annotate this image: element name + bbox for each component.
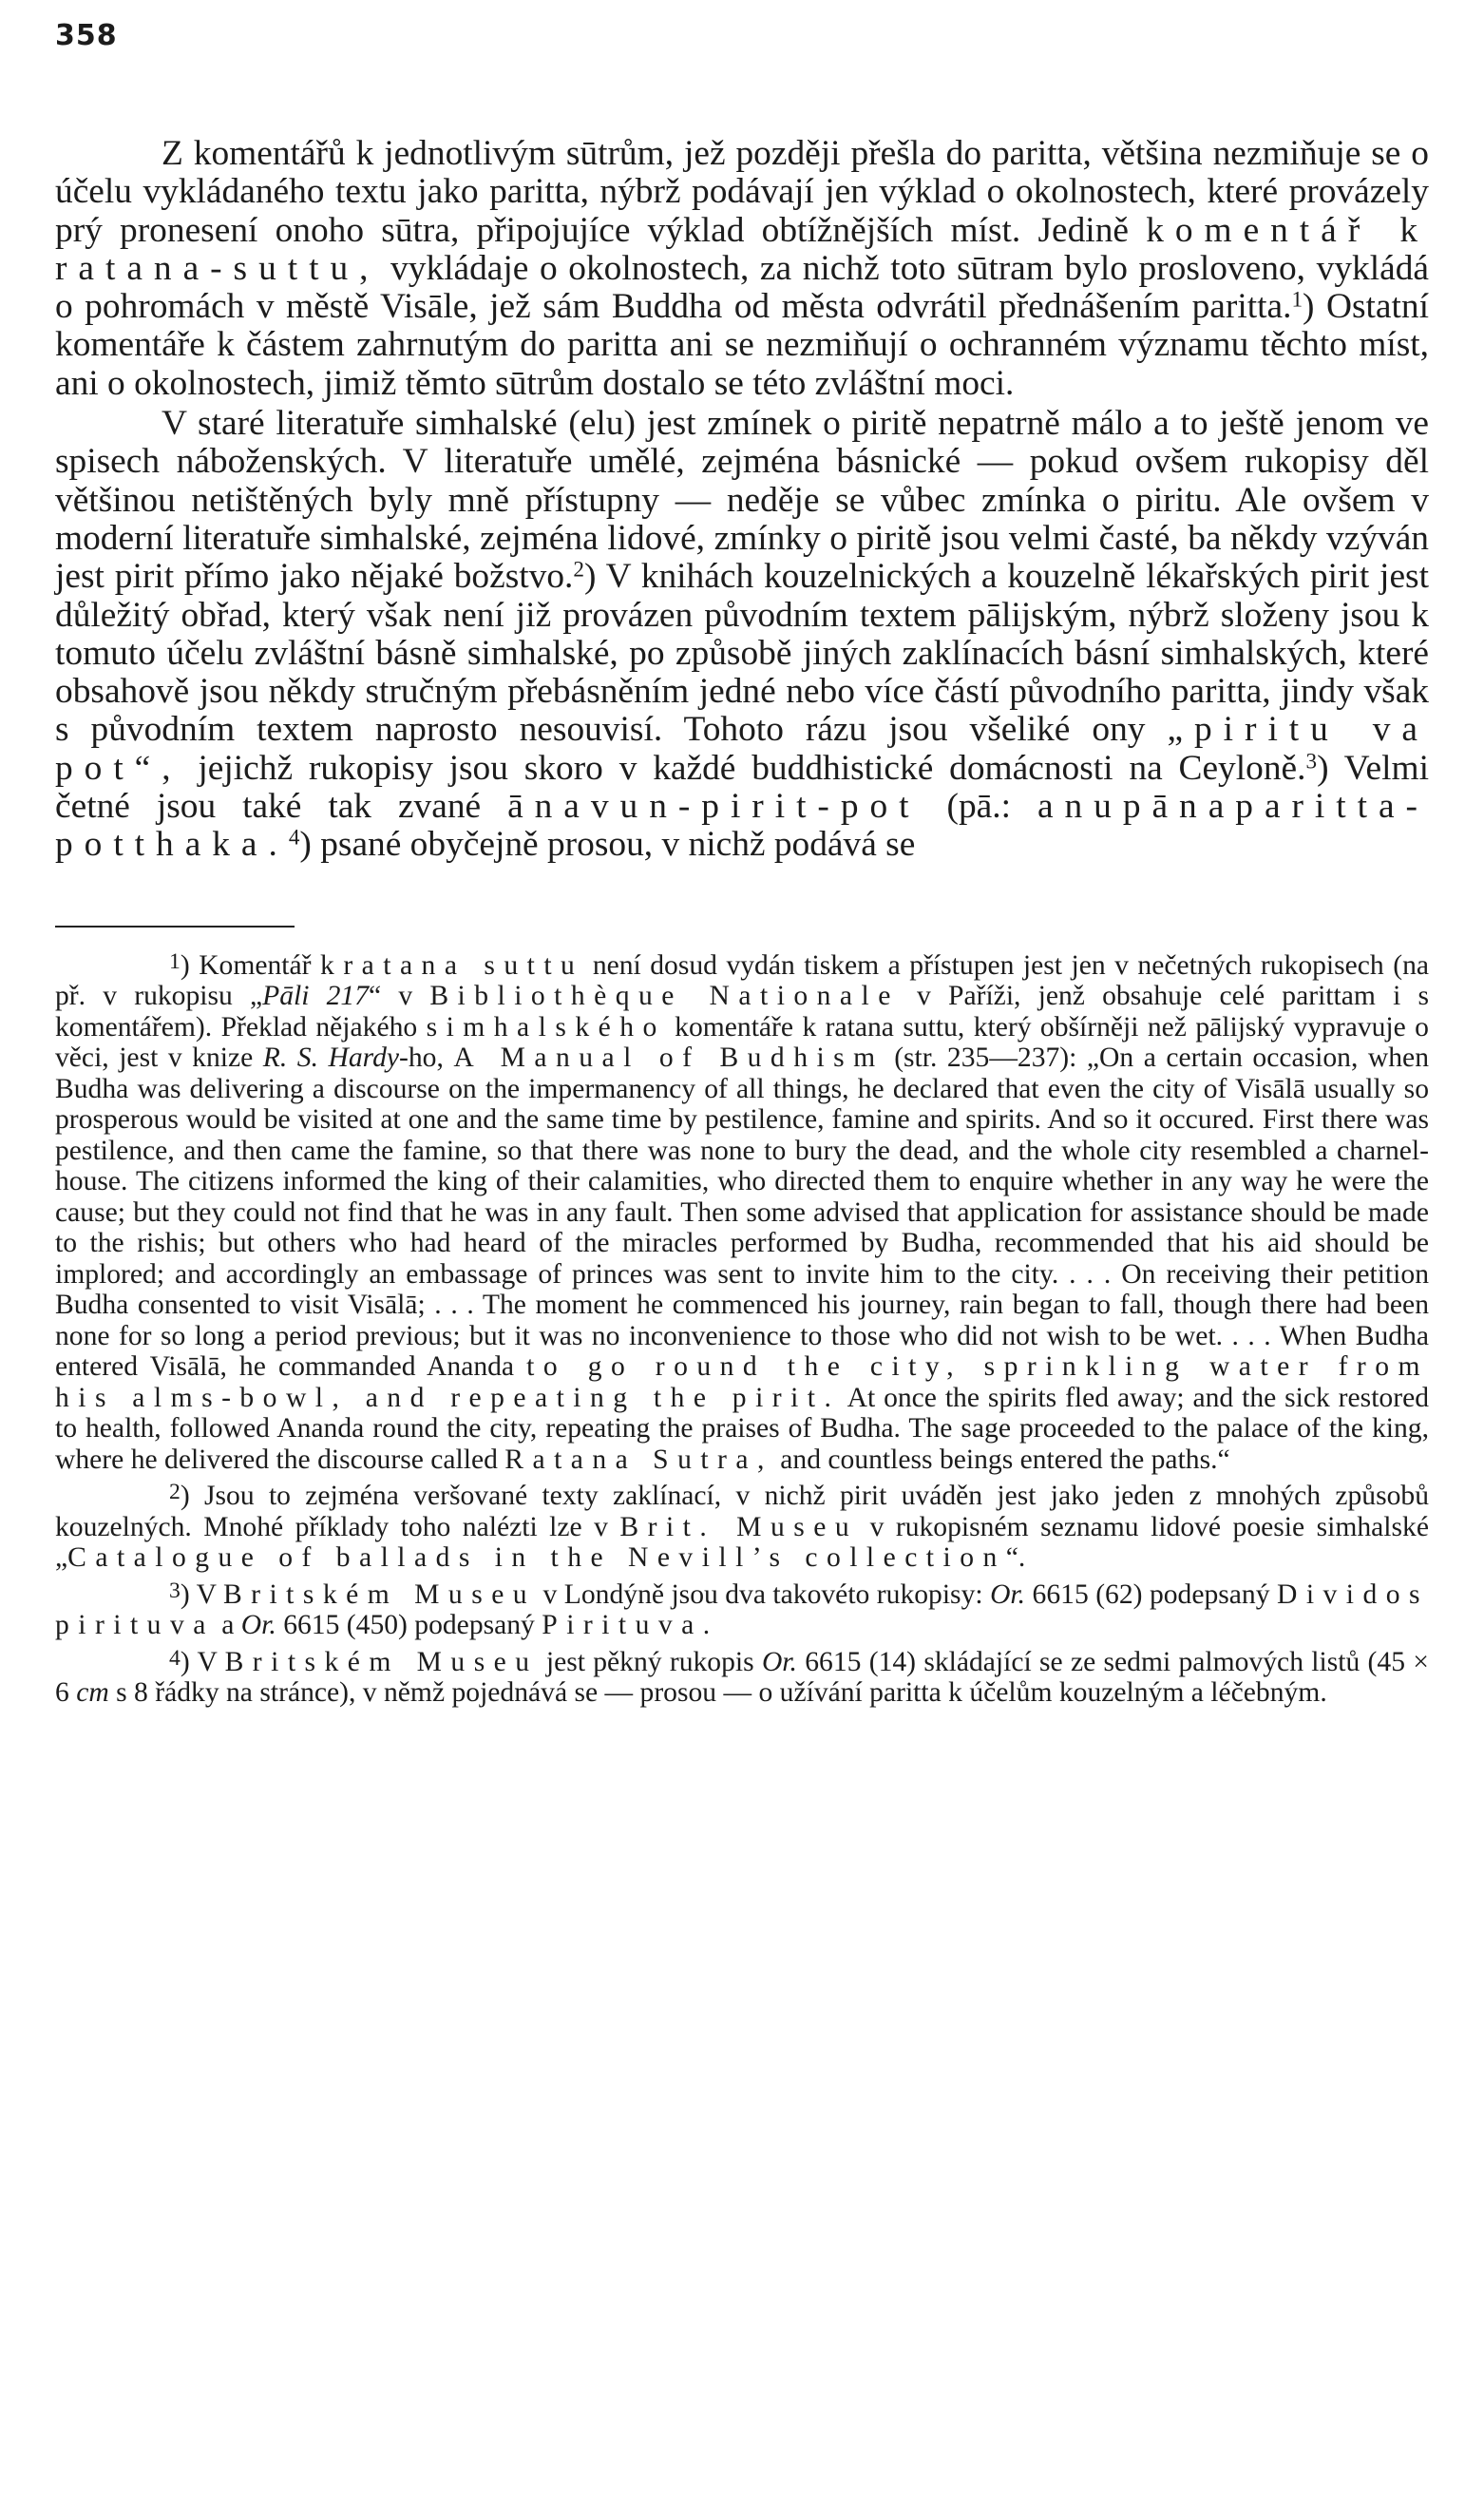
- text-span: “ v: [369, 981, 413, 1012]
- footnote-number: 1: [169, 948, 181, 974]
- text-span: V staré literatuře simhalské (elu) jest zmínek o piritě nepatrně málo a to ještě jenom ve spisech náboženských. V literatuře umělé, zejména básnické — pokud ovšem rukopisy děl většinou netištěných byly mně přístupny — neděje se vůbec zmínka o piritu. Ale ovšem v moderní literatuře simhalské, zejména lidové, zmínky o piritě jsou velmi časté, ba někdy vzýván jest pirit přímo jako nějaké božstvo.: [55, 404, 1429, 597]
- footnote-ref: 1: [1291, 287, 1303, 313]
- page-number: 358: [55, 19, 118, 52]
- spaced-term: simhalského: [426, 1011, 666, 1043]
- spaced-term: „piritu va pot“,: [55, 710, 1430, 788]
- text-span: vykládaje o okolnostech, za nichž toto sūtram bylo prosloveno, vykládá o pohromách v městě Visāle, jež sám Buddha od města odvrátil přednášením paritta.: [55, 248, 1429, 327]
- spaced-term: Bibliothèque Nationale: [429, 981, 900, 1012]
- spaced-term: komentář k ratana-suttu,: [55, 210, 1429, 288]
- book-title: A Manual of Budhism: [453, 1043, 885, 1074]
- footnote-number: 2: [169, 1480, 181, 1505]
- spaced-term: Pirituva.: [542, 1610, 719, 1641]
- italic-term: Pāli 217: [262, 981, 370, 1012]
- footnote-number: 4: [169, 1645, 181, 1671]
- text-span: v rukopisném seznamu lidové poesie simhalské „: [55, 1511, 1429, 1574]
- text-span: komentáře k ratana suttu, který obšírněji než pālijský vypravuje o věci, jest v knize: [55, 1011, 1429, 1074]
- text-span: ) V: [180, 1646, 218, 1677]
- text-span: 6615 (14) skládající se ze sedmi palmových listů (45 × 6: [55, 1646, 1429, 1709]
- author-name: R. S. Hardy: [262, 1043, 400, 1074]
- text-span: 6615 (62) podepsaný: [1032, 1578, 1270, 1610]
- text-span: (pā.:: [946, 787, 1011, 827]
- footnote-separator: [55, 926, 295, 928]
- text-span: ) Jsou to zejména veršované texty zaklínací, v nichž pirit uváděn jest jako jeden z mnohých způsobů kouzelných. Mnohé příklady toho nalézti lze v: [55, 1481, 1429, 1542]
- spaced-term: Catalogue of ballads in the Nevill’s collection: [67, 1542, 1006, 1574]
- text-span: jest pěkný rukopis: [545, 1646, 754, 1677]
- paragraph-1: [55, 135, 1429, 403]
- spaced-term: Britském Museu: [224, 1646, 539, 1677]
- spaced-term: Brit. Museu: [619, 1511, 859, 1542]
- quote-text: and countless beings entered the paths.“: [780, 1444, 1230, 1475]
- text-span: -ho,: [399, 1043, 444, 1074]
- italic-term: Or.: [240, 1610, 276, 1641]
- text-span: Z komentářů k jednotlivým sūtrům, jež později přešla do paritta, většina nezmiňuje se o účelu vykládaného textu jako paritta, nýbrž podávají jen výklad o okolnostech, které provázely prý pronesení onoho sūtra, připojujíce výklad obtížnějších míst. Jedině: [55, 134, 1429, 250]
- spaced-term: anupānaparitta-potthaka.: [55, 787, 1429, 865]
- spaced-term: Britském Museu: [222, 1578, 537, 1610]
- text-span: “.: [1005, 1542, 1026, 1574]
- footnote-ref: 3: [1305, 749, 1318, 775]
- text-span: v Londýně jsou dva takovéto rukopisy:: [542, 1578, 983, 1610]
- spaced-term: Dividos pirituva: [55, 1578, 1430, 1641]
- footnote-4: [55, 1647, 1429, 1709]
- quote-text: (str. 235—237): „On a certain occasion, when Budha was delivering a discourse on the impermanency of all things, he declared that even the city of Visālā usually so prosperous would be visited at one and the same time by pestilence, famine and spirits. And so it occured. First there was pestilence, and then came the famine, so that there was none to bury the dead, and the whole city resembled a charnel-house. The citizens informed the king of their calamities, who directed them to enquire whether in any way he were the cause; but they could not find that he was in any fault. Then some advised that application for assistance should be made to the rishis; but others who had heard of the miracles performed by Budha, recommended that his aid should be implored; and accordingly an embassage of princes was sent to invite him to the city. . . . On receiving their petition Budha consented to visit Visālā; . . . The moment he commenced his journey, rain began to fall, though there had been none for so long a period previous; but it was no inconvenience to those who did not wish to be wet. . . . When Budha entered Visālā, he commanded Ananda: [55, 1043, 1429, 1383]
- text-span: jejichž rukopisy jsou skoro v každé buddhistické domácnosti na Ceyloně.: [198, 748, 1306, 788]
- text-span: ) Ostatní komentáře k částem zahrnutým do paritta ani se nezmiňují o ochranném významu těchto míst, ani o okolnostech, jimiž těmto sūtrům dostalo se této zvláštní moci.: [55, 287, 1429, 403]
- spaced-term: ānavun-pirit-pot: [507, 787, 921, 827]
- text-span: a: [221, 1610, 235, 1641]
- text-span: s 8 řádky na stránce), v němž pojednává se — prosou — o užívání paritta k účelům kouzelným a léčebným.: [116, 1677, 1327, 1709]
- spaced-term: Ratana Sutra,: [504, 1444, 773, 1475]
- text-span: ) psané obyčejně prosou, v nichž podává se: [299, 825, 916, 865]
- text-span: není dosud vydán tiskem a přístupen jest jen v nečetných rukopisech (na př. v rukopisu „: [55, 949, 1430, 1012]
- italic-term: cm: [76, 1677, 109, 1709]
- text-span: ) V knihách kouzelnických a kouzelně lékařských pirit jest důležitý obřad, který však není již provázen původním textem pālijským, nýbrž složeny jsou k tomuto účelu zvláštní básně simhalské, po způsobě jiných zaklínacích básní simhalských, které obsahově jsou někdy stručným přebásněním jedné nebo více částí původního paritta, jindy však s původním textem naprosto nesouvisí. Tohoto rázu jsou všeliké ony: [55, 557, 1429, 750]
- footnote-1: [55, 950, 1429, 1476]
- footnote-ref: 4: [288, 825, 300, 851]
- spaced-quote: to go round the city, sprinkling water from his alms-bowl, and repeating the pirit.: [55, 1351, 1429, 1413]
- text-span: ) V: [180, 1578, 217, 1610]
- text-span: v Paříži, jenž obsahuje celé parittam i s komentářem). Překlad nějakého: [55, 981, 1430, 1043]
- footnote-2: [55, 1481, 1429, 1574]
- paragraph-2: [55, 405, 1429, 865]
- italic-term: Or.: [761, 1646, 797, 1677]
- footnotes: [55, 950, 1429, 1709]
- text-span: ) Velmi četné jsou také tak zvané: [55, 748, 1429, 827]
- footnote-ref: 2: [573, 557, 584, 583]
- footnote-3: [55, 1579, 1429, 1641]
- text-span: 6615 (450) podepsaný: [283, 1610, 535, 1641]
- italic-term: Or.: [990, 1578, 1026, 1610]
- main-text: [55, 135, 1429, 865]
- footnote-number: 3: [169, 1578, 181, 1603]
- text-span: ) Komentář k: [180, 949, 334, 981]
- quote-text: At once the spirits fled away; and the sick restored to health, followed Ananda round the city, repeating the praises of Budha. The sage proceeded to the palace of the king, where he delivered the discourse called: [55, 1382, 1429, 1475]
- spaced-term: ratana suttu: [343, 949, 584, 981]
